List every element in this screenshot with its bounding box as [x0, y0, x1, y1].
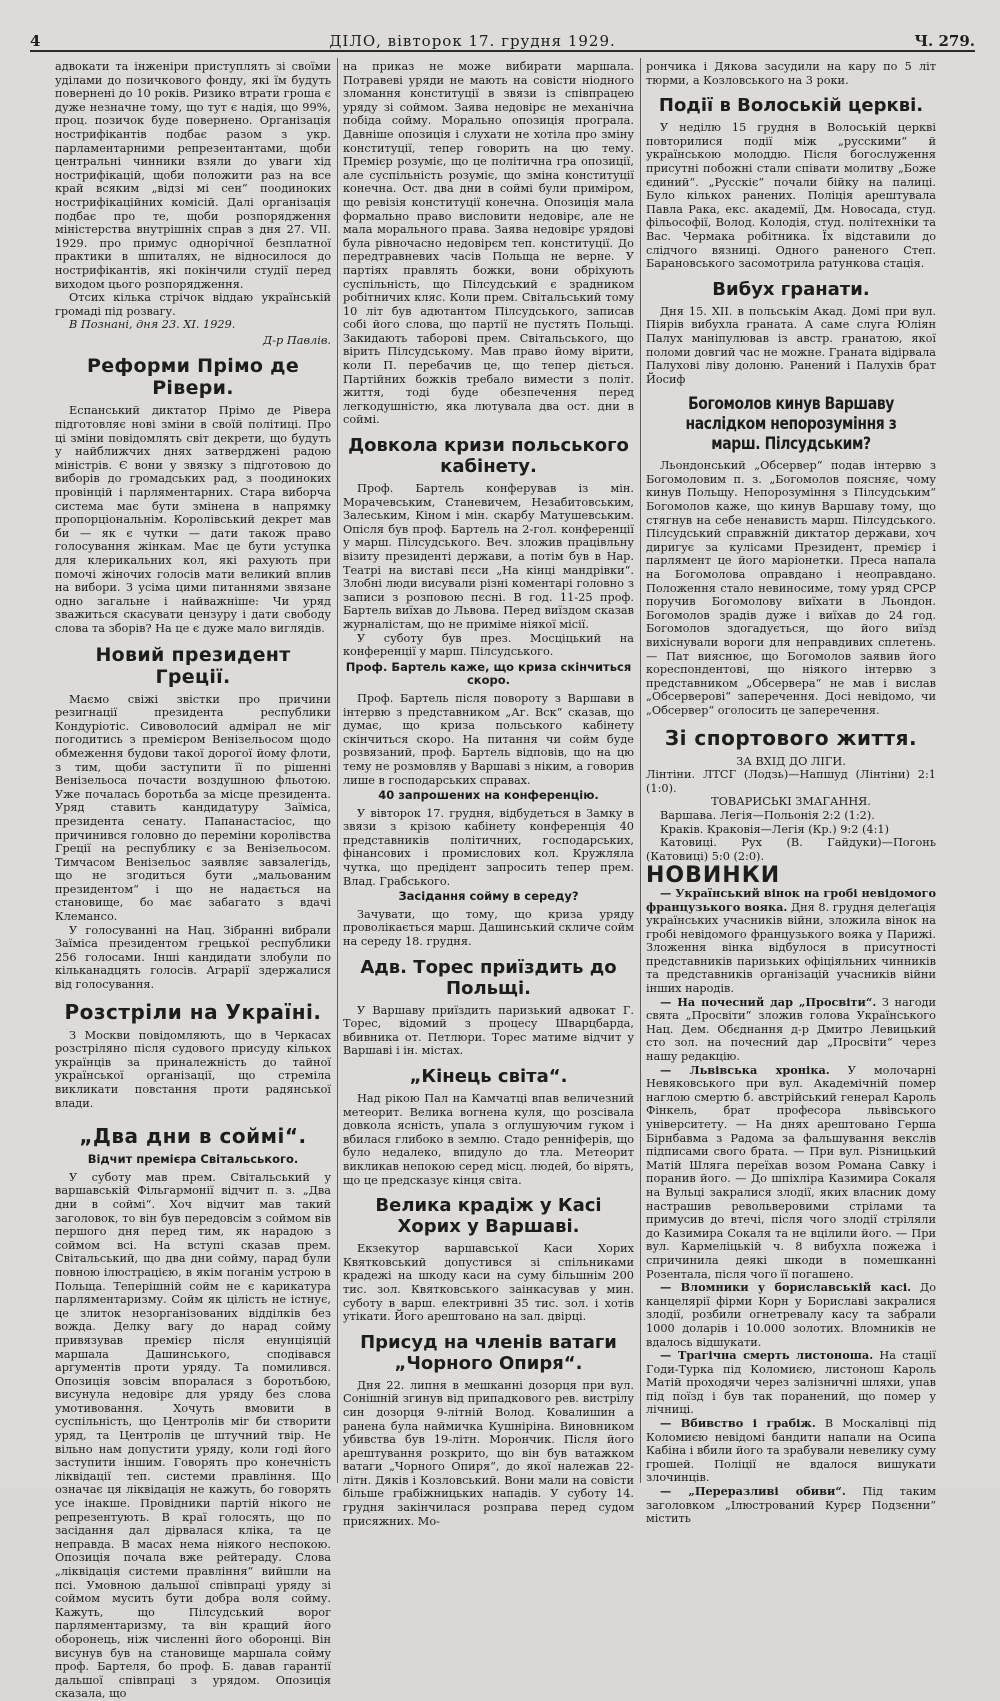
headline-grenade-explosion: Вибух гранати.: [712, 278, 870, 300]
article-paragraph: У Варшаву приїздить паризький адвокат Г. Торес, відомий з процесу Шварцбарда, вбивника от. Петлюри. Торес матиме відчит у Варшаві і ін. містах.: [343, 1003, 634, 1058]
sports-result: Лінтіни. ЛТСГ (Лодзь)—Напшуд (Лінтіни) 2:1 (1:0).: [646, 768, 936, 795]
article-paragraph: рончика і Дякова засудили на кару по 5 літ тюрми, а Козловського на 3 роки.: [646, 60, 936, 87]
news-lead: — Львівська хроніка.: [660, 1062, 830, 1077]
article-paragraph: Дня 15. XII. в польськім Акад. Домі при вул. Піярів вибухла граната. А саме слуга Юліян Палух маніпулював із австр. гранатою, якої поломи довгий час не можне. Граната відірвала Палухові ліву долоню. Ранений і Палухів брат Йосиф: [646, 304, 936, 386]
headline-primo-de-rivera: Реформи Прімо де Рівери.: [86, 355, 300, 400]
news-text: В Москалівці під Коломиєю невідомі бандити напали на Осипа Кабіна і вбили його та зрабували невелику суму грошей. Поліції не вдалося вишукати злочинців.: [646, 1417, 936, 1485]
subheadline: 40 запрошених на конференцію.: [378, 788, 599, 803]
headline-end-of-world: „Кінець світа“.: [409, 1066, 568, 1087]
news-text: З нагоди свята „Просвіти“ зложив голова Українського Нац. Дем. Обєднання д-р Дмитро Левицький сто зол. на почесний дар „Просвіти“ через нашу редакцію.: [646, 995, 936, 1064]
column-divider: [640, 58, 641, 1483]
news-text: До канцелярії фірми Корн у Бориславі закралися злодії, розбили огнетревалу касу та забрали 1000 доларів і 10.000 золотих. Вломників не вдалось відшукати.: [646, 1281, 937, 1349]
dateline: В Познані, дня 23. XI. 1929.: [69, 318, 236, 332]
article-paragraph: Дня 22. липня в мешканні дозорця при вул. Сонішній згинув від припадкового рев. вистрілу син дозорця 9-літній Волод. Ковалишин а ранена була наймичка Кушніріна. Виновником убивства був 19-літн. Морончик. Після його арештування розкрито, що він був ватажком ватаги „Чорного Опиря“, до якої належав 22-літн. Дяків і Козловський. Вони мали на совісти більше грабіжницьких нападів. У суботу 14. грудня закінчилася розправа перед судом присяжних. Мо-: [343, 1378, 634, 1528]
headline-ukraine-executions: Розстріли на Україні.: [64, 999, 322, 1024]
page-number: 4: [30, 32, 41, 50]
masthead-date: ДІЛО, вівторок 17. грудня 1929.: [329, 32, 616, 50]
author-signature: Д-р Павлів.: [263, 333, 331, 347]
sports-result: Катовиці. Рух (В. Гайдуки)—Погонь (Катовиці) 5:0 (2:0).: [646, 836, 936, 863]
news-lead: — Трагічна смерть листоноша.: [660, 1348, 874, 1363]
sports-subheading: ТОВАРИСЬКІ ЗМАГАННЯ.: [711, 795, 871, 809]
column-2: [343, 60, 634, 1528]
article-paragraph: Маємо свіжі звістки про причини резигнації президента республики Кондуріотіс. Сивоволосий адмірал не міг погодитись з премієром Венізельосом щодо обмеження будови такої дорогої йому флоти, з тим, щоби заступити її по рішенні Венізельоса почасти воздушною фльотою. Уже почалась боротьба за місце президента. Уряд ставить кандидатуру Заїміса, президента сенату. Папанастасіос, що причинився головно до переміни королівства Греції на республику є за Венізельосом. Тимчасом Венізельос заявляє завзалегідь, що не згодиться бути „мальованим президентом“ і що не надається на становище, бо має забагато з вдачі Клемансо.: [55, 692, 331, 924]
column-3: [646, 60, 937, 1526]
subheadline: Відчит премієра Світальського.: [87, 1152, 299, 1167]
headline-wallachian-church: Події в Волоській церкві.: [658, 95, 924, 117]
article-paragraph: Зачувати, що тому, що криза уряду проволікається марш. Дашинський скличе сойм на середу 18. грудня.: [343, 907, 634, 949]
column-1: [55, 60, 331, 1701]
news-section-title: НОВИНКИ: [646, 863, 781, 889]
article-paragraph: У суботу був през. Мосціцький на конференції у марш. Пілсудського.: [343, 631, 634, 659]
headline-greece-president: Новий президент Греції.: [95, 643, 291, 688]
article-paragraph: Екзекутор варшавської Каси Хорих Квятковський допустився зі спільниками крадежі на шкоду каси на суму більшнім 200 тис. зол. Квятковського заінкасував у мин. суботу в варш. електривні 35 тис. зол. і хотів утікати. Його арештовано на зал. двірці.: [343, 1242, 634, 1324]
news-lead: — „Переразливі обиви“.: [660, 1484, 846, 1499]
headline-theft-warsaw: Велика крадіж у Касі Хорих у Варшаві.: [375, 1195, 602, 1238]
article-paragraph: Над рікою Пал на Камчатці впав величезний метеорит. Велика вогнена куля, що розсівала довкола ясність, упала з оглушуючим гуком і вбилася глибоко в землю. Стадо ренніферів, що було недалеко, впидуло до тла. Метеорит викликав непокою серед місц. людей, бо вірять, що це предсказує кінця світа.: [343, 1092, 634, 1187]
news-lead: — Український вінок на гробі невідомого французького вояка.: [646, 885, 936, 914]
article-paragraph: У голосуванні на Нац. Зібранні вибрали Заїміса президентом грецької республики 256 голосами. Інші кандидати злобули по кільканадцять голосів. Аграрії здержалися від голосування.: [55, 923, 331, 992]
subheadline: Засідання сойму в середу?: [398, 889, 579, 904]
headline-sports: Зі спортового життя.: [664, 725, 918, 750]
article-paragraph: У вівторок 17. грудня, відбудеться в Замку в звязи з крізою кабінету конференція 40 представників політичних, господарських, фінансових і промислових кол. Кружляла чутка, що предідент запросить тепер прем. Влад. Грабського.: [343, 806, 634, 888]
sports-result: Краків. Краковія—Легія (Кр.) 9:2 (4:1): [660, 822, 889, 836]
article-paragraph: Отсих кілька стрічок віддаю українській громаді під розвагу.: [55, 291, 331, 318]
news-lead: — На почесний дар „Просвіти“.: [660, 994, 877, 1009]
article-paragraph: адвокати та інженіри приступлять зі своїми уділами до позичкового фонду, які їм будуть повернені до 10 років. Ризико втрати гроша є дуже незначне тому, що тут є надія, що 99%, проц. позичок буде повернено. Організація нострифікантів подбає разом з укр. парламентарними репрезентантами, щоби центральні чинники взяли до уваги хід нострифікацій, щоби положити раз на все край всяким „відзі мі сен“ поодиноких нострифікаційних комісій. Далі організація подбає про те, щоби розпорядження міністерства внутрішніх справ з дня 27. VII. 1929. про примус однорічної безплатної практики в шпиталях, не відносилося до нострифікантів, які покінчили студії перед виходом цього розпорядження.: [55, 60, 331, 291]
sports-result: Варшава. Легія—Польонія 2:2 (1:2).: [660, 808, 875, 822]
page-header: [30, 28, 975, 52]
news-text: Дня 8. грудня делеґація українських учасників війни, зложила вінок на гробі невідомого французького вояка у Парижі. Зложення вінка відбулося в присутності представників паризьких офіціяльних чинників та представників організацій учасників війни інших народів.: [646, 900, 936, 996]
sports-subheading: ЗА ВХІД ДО ЛІГИ.: [736, 754, 846, 768]
column-divider: [337, 58, 338, 1483]
article-paragraph: Льондонський „Обсервер“ подав інтервю з Богомоловим п. з. „Богомолов поясняє, чому кинув Польщу. Непорозуміння з Пілсудським“ Богомолов каже, що кинув Варшаву тому, що стягнув на себе ненависть марш. Пілсудського. Пілсудський справжній диктатор держави, хоч диригує за кулісами Президент, премієр і парлямент це його маріонетки. Преса напала на Богомолова оправдано і неоправдано. Положення стало невиносиме, тому уряд СРСР поручив Богомолову виїхати в Льондон. Богомолов зрадів дуже і виїхав до 24 год. Богомолов здогадується, що його виїзд вихіснували вороги для неправдивих сплетень. — Пат вияснює, що Богомолов заявив його кореспондентові, що ніякого інтервю з представником „Обсервера“ не мав і вислав „Обсерверові“ заперечення. Досі невідомо, чи „Обсервер“ оголосить це заперечення.: [646, 459, 936, 717]
article-paragraph: З Москви повідомляють, що в Черкасах розстріляно після судового присуду кількох українців за приналежність до тайної української організації, що стреміла викликати повстання проти радянської влади.: [55, 1028, 331, 1110]
headline-two-days-sejm: „Два дни в соймі“.: [79, 1124, 307, 1149]
subheadline: Проф. Бартель каже, що криза скінчиться скоро.: [345, 659, 632, 688]
news-text: У молочарні Невяковського при вул. Академічній помер наглою смертю б. австрійський генерал Кароль Фінкель, брат професора львівського університету. — На днях арештовано Герша Бірнбавма з Радома за фальшування векслів підписами свого брата. — При вул. Різницький Матій Шляга переїхав возом Романа Савку і поранив його. — До шпіхліра Казимира Сокаля на Вульці закралися злодії, яких власник дому настрашив револьверовими стрілами та примусив до втечі, після чого злодії стріляли до Казимира Сокаля та не вцілили його. — При вул. Кармеліцькій ч. 8 вибухла пожежа і спричинила деякі шкоди в помешканні Розентала, після чого її погашено.: [646, 1063, 936, 1281]
issue-number: Ч. 279.: [914, 32, 975, 50]
article-paragraph: Проф. Бартель конферував із мін. Морачевським, Станевичем, Незабитовським, Залеським, Кіном і мін. скарбу Матушевським. Опісля був проф. Бартель на 2-гол. конференції у марш. Пілсудського. Веч. зложив працівльну візиту президенті держави, а потім був в Нар. Театрі на виставі пєси „На кінці мандрівки“. Злобні люди висували різні коментарі головно з записи з розповою пєсні. В год. 11-25 проф. Бартель виїхав до Львова. Перед виїздом сказав журналістам, що не приміме ніякої місії.: [343, 482, 634, 631]
news-text: На стації Годи-Турка під Коломиєю, листонош Кароль Матій проходячи через залізничні шляхи, упав під поїзд і був так поранений, що помер у лічниці.: [646, 1349, 936, 1417]
news-text: Під таким заголовком „Ілюстрований Курєр Подзєнни“ містить: [646, 1485, 937, 1526]
headline-black-vampire-verdict: Присуд на членів ватаги „Чорного Опиря“.: [360, 1331, 617, 1374]
article-paragraph: У неділю 15 грудня в Волоській церкві повторилися події між „русскими“ й українською молоддю. Після богослуження присутні побожні стали співати молитву „Боже єдиний“. „Русскіє“ почали бійку на палиці. Було кількох ранених. Поліція арештувала Павла Рака, екс. академії, Дм. Новосада, студ. фільософії, Волод. Колодія, студ. політехніки та Вас. Чермака робітника. Їх відставили до слідчого вязниці. Одного раненого Степ. Барановського засомотрила ратункова стація.: [646, 121, 936, 271]
article-paragraph: Проф. Бартель після повороту з Варшави в інтервю з представником „Аг. Вск“ сказав, що думає, що криза польського кабінету скінчиться скоро. На питання чи сойм буде розвязаний, проф. Бартель відповів, що на цю тему не розмовляв у Варшаві з ніким, а говорив лише в господарських справах.: [343, 691, 634, 787]
article-paragraph: Еспанський диктатор Прімо де Рівера підготовляє нові зміни в своїй політиці. Про ці зміни повідомлять світ декрети, що будуть у найближчих днях затверджені радою міністрів. Є вони у звязку з підготовою до виборів до громадських рад, з поодиноких провінцій і парляментарних. Стара виборча система має бути змінена в напрямку пропорціональнім. Королівський декрет мав би — як є чутки — дати також право голосування жінкам. Має це бути уступка для клерикальних кол, які рахують при помочі жіночих голосів мати великий вплив на вибори. З усіма цими питаннями звязане одно загальне і найважніше: Чи уряд зважиться скасувати цензуру і дати свободу слова та зборів? На це є дуже мало виглядів.: [55, 404, 331, 635]
headline-bogomolov: Богомолов кинув Варшаву наслідком непорозуміння з марш. Пілсудським?: [685, 394, 897, 455]
news-lead: — Вбивство і грабіж.: [660, 1416, 816, 1431]
article-paragraph: на приказ не може вибирати маршала. Потравеві уряди не мають на совісти ніодного зломання конституції в звязи із співпрацею уряду зі соймом. Заява недовірє не механічна побіда сойму. Морально опозиція програла. Давніше опозиція і слухати не хотіла про зміну конституції, тепер говорить на цю тему. Премієр розуміє, що це політична гра опозиції, але суспільність розуміє, що зміна конституції конечна. Ост. два дни в соймі були приміром, що ревізія конституції конечна. Опозиція мала формально право висловити недовірє, але не мала морального права. Заява недовірє урядові була рівночасно недовірєм теп. конституції. До передтравневих часів Польща не верне. У партіях правлять божки, вони обріхують суспільність, що Пілсудський є зрадником робітничих кляс. Коли прем. Світальський тому 10 літ був адютантом Пілсудського, записав собі його слова, що партії не пустять Польщі. Закидають таборові прем. Світальського, що вірить Пілсудському. Мав право йому вірити, коли П. перебачив це, що тепер діється. Партійних божків требало вимести з політ. життя, тоді буде обезпечення перед легкодушністю, яка лютувала два ост. дни в соймі.: [343, 60, 634, 427]
article-paragraph: У суботу мав прем. Світальський у варшавській Фільгармонії відчит п. з. „Два дни в соймі“. Хоч відчит мав такий заголовок, то він був передовсім з соймом вів першого дня перед тим, як нарадою з соймом всі. На вступі сказав прем. Світальський, що два дни сойму, парад були повною ілюстрацією, в якім поганім устрою в Польща. Теперішній сойм не є карикатура парляментаризму. Сойм як цілість не істнує, це злиток незорганізованих відділків без вожда. Делку вагу до нарад сойму привязував премієр після енунціяцій маршала Дашинського, сподівався аргументів проти уряду. Та помилився. Опозиція зовсім впоралася з боротьбою, висунула недовірє для уряду без слова умотивовання. Хочуть вмовити в суспільність, що Центролів міг би створити уряд, та Центролів це штучний твір. Не вільно нам допустити уряду, коли годі його заступити іншим. Говорять про конечність ліквідації теп. системи правління. Що означає ця ліквідація не кажуть, бо говорять усе інакше. Провідники партій нікого не репрезентують. В краї голосять, що по засідання дал дірвалася кліка, та це неправда. В масах нема ніякого неспокою. Опозиція почала вже рейтераду. Слова „ліквідація системи правління“ вийшли на псі. Умовною дальшої співпраці уряду зі соймом мусить бути добра воля сойму. Кажуть, що Пілсудський ворог парляментаризму, та він кращий його оборонець, ніж численні його оборонці. Він висунув був на становище маршала сойму проф. Бартеля, бо проф. Б. давав гарантії дальшої співпраці з урядом. Опозиція сказала, що: [55, 1170, 331, 1701]
news-lead: — Вломники у бориславській касі.: [660, 1280, 912, 1295]
headline-cabinet-crisis: Довкола кризи польського кабінету.: [348, 435, 629, 478]
headline-torres: Адв. Торес приїздить до Польщі.: [360, 956, 617, 999]
